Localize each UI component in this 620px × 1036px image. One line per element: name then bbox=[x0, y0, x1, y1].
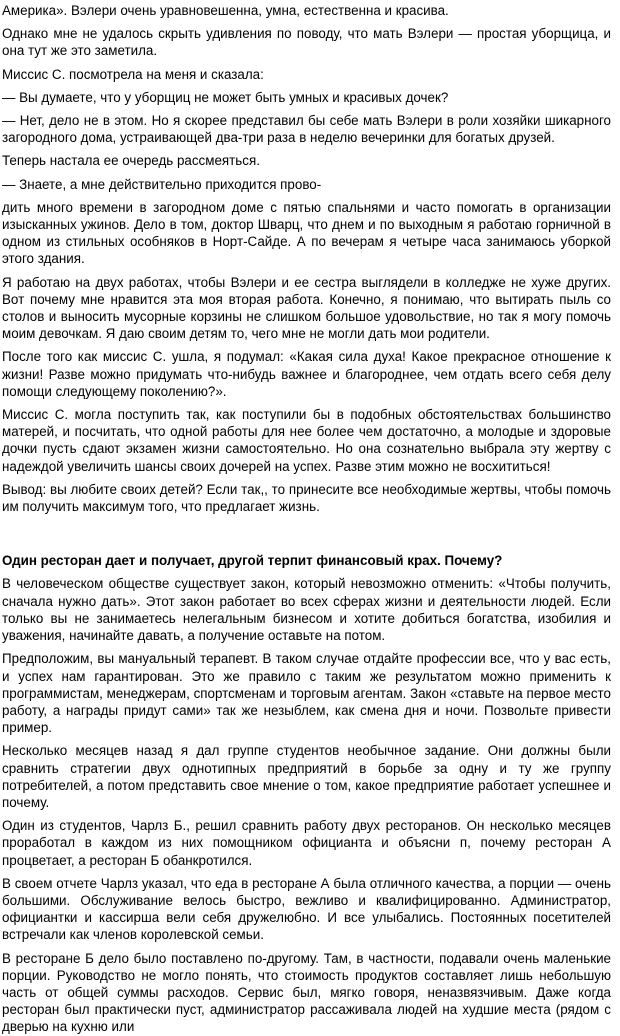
paragraph-17: В своем отчете Чарлз указал, что еда в ресторане А была отличного качества, а порции — очень большими. Обслуживание велось быстро, вежливо и квалифицированно. Администратор, официантки и кассирша вели себя дружелюбно. И все улыбались. Постоянных посетителей встречали как членов королевской семьи. bbox=[2, 875, 611, 943]
paragraph-9: Я работаю на двух работах, чтобы Вэлери и ее сестра выглядели в колледже не хуже других. Вот почему мне нравится эта моя вторая работа. Конечно, я понимаю, что вытирать пыль со столов и выносить мусорные корзины не слишком большое удовольствие, но так я могу помочь моим девочкам. Я даю своим детям то, чего мне не могли дать мои родители. bbox=[2, 274, 611, 342]
paragraph-6: Теперь настала ее очередь рассмеяться. bbox=[2, 153, 260, 169]
paragraph-1: Америка». Вэлери очень уравновешенна, умна, естественна и красива. bbox=[2, 3, 449, 18]
paragraph-13: В человеческом обществе существует закон, который невозможно отменить: «Чтобы получить, сначала нужно дать». Этот закон работает во всех сферах жизни и деятельности людей. Если только вы не занимаетесь нелегальным бизнесом и хотите добиться богатства, изобилия и уважения, начинайте давать, а получение оставьте на потом. bbox=[2, 576, 611, 644]
paragraph-18: В ресторане Б дело было поставлено по-другому. Там, в частности, подавали очень маленькие порции. Руководство не могло понять, что стоимость продуктов составляет лишь небольшую часть от общей суммы расходов. Сервис был, мягко говоря, неназвязчивым. Даже когда ресторан был практически пуст, администратор рассаживала людей на худшие места (рядом с дверью на кухню или bbox=[2, 950, 611, 1035]
section-gap bbox=[2, 521, 611, 552]
paragraph-2: Однако мне не удалось скрыть удивления по поводу, что мать Вэлери — простая уборщица, и она тут же это заметила. bbox=[2, 26, 611, 59]
paragraph-15: Несколько месяцев назад я дал группе студентов необычное задание. Они должны были сравнить стратегии двух однотипных предприятий в борьбе за одну и ту же группу потребителей, а потом представить свое мнение о том, какое предприятие работает успешнее и почему. bbox=[2, 743, 611, 810]
paragraph-8: дить много времени в загородном доме с пятью спальнями и часто помогать в организации изысканных ужинов. Дело в том, доктор Шварц, что днем и по выходным я работаю горничной в одном из стильных особняков в Норт-Сайде. А по вечерам я четыре часа занимаюсь уборкой этого здания. bbox=[2, 199, 611, 267]
paragraph-4: — Вы думаете, что у уборщиц не может быть умных и красивых дочек? bbox=[2, 89, 449, 105]
paragraph-11: Миссис С. могла поступить так, как поступили бы в подобных обстоятельствах большинство матерей, и посчитать, что одной работы для нее более чем достаточно, а молодые и здоровые дочки пусть сдают экзамен жизни самостоятельно. Но она сознательно выбрала эту жертву с надеждой увеличить шансы своих дочерей на успех. Разве этим можно не восхититься! bbox=[2, 407, 611, 474]
paragraph-10: После того как миссис С. ушла, я подумал: «Какая сила духа! Какое прекрасное отношение к жизни! Разве можно придумать что-нибудь важнее и благороднее, чем отдать всего себя делу помощи следующему поколению?». bbox=[2, 349, 611, 399]
paragraph-12: Вывод: вы любите своих детей? Если так,, то принесите все необходимые жертвы, чтобы помочь им получить максимум того, что предлагает жизнь. bbox=[2, 481, 611, 515]
paragraph-16: Один из студентов, Чарлз Б., решил сравнить работу двух ресторанов. Он несколько месяцев проработал в каждом из них помощником официанта и объясни п, почему ресторан А процветает, а ресторан Б обанкротился. bbox=[2, 818, 611, 868]
section-heading: Один ресторан дает и получает, другой терпит финансовый крах. Почему? bbox=[2, 553, 503, 569]
paragraph-3: Миссис С. посмотрела на меня и сказала: bbox=[2, 66, 264, 82]
paragraph-5: — Нет, дело не в этом. Но я скорее представил бы себе мать Вэлери в роли хозяйки шикарного загородного дома, устраивающей два-три раза в неделю вечеринки для богатых друзей. bbox=[2, 113, 611, 146]
paragraph-14: Предположим, вы мануальный терапевт. В таком случае отдайте профессии все, что у вас есть, и успех нам гарантирован. Это же правило с таким же результатом можно применить к программистам, менеджерам, спортсменам и торговым агентам. Закон «ставьте на первое место работу, а награды придут сами» так же незыблем, как смена дня и ночи. Позвольте привести пример. bbox=[2, 651, 611, 736]
paragraph-7: — Знаете, а мне действительно приходится прово- bbox=[2, 176, 322, 192]
